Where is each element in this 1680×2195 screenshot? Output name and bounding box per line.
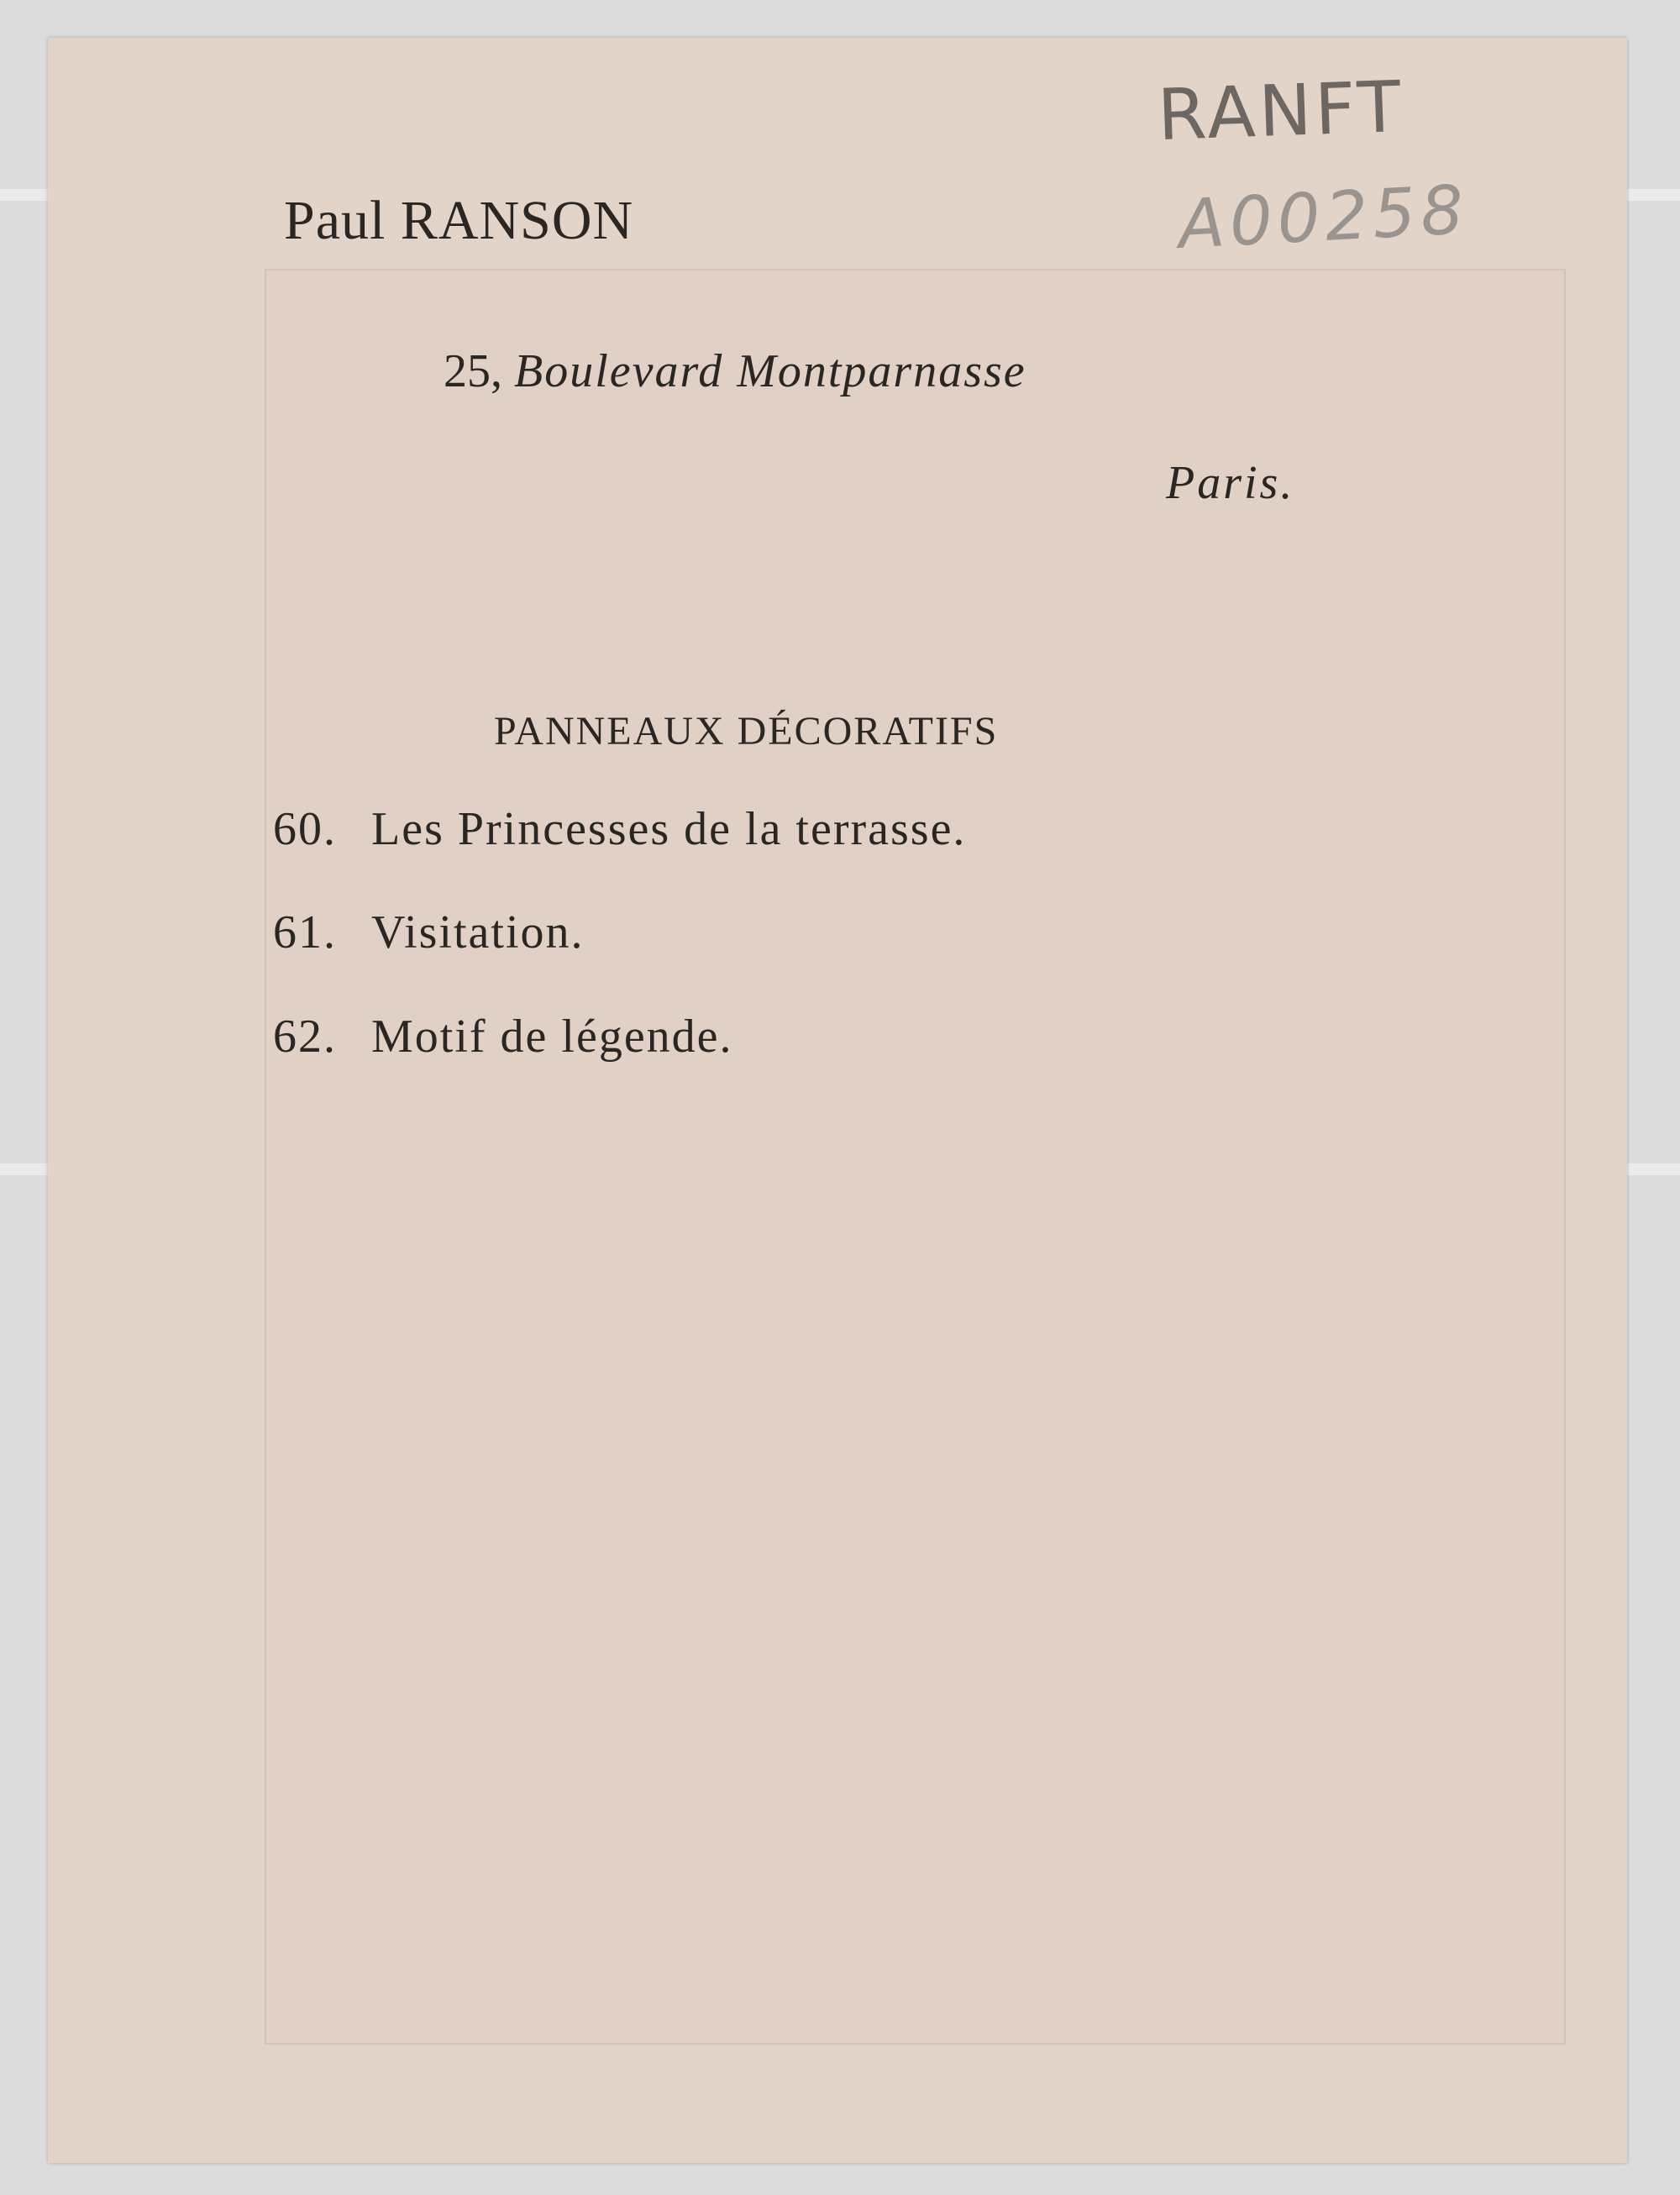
item-number: 62. [273,1011,337,1063]
artist-name: Paul RANSON [284,190,634,251]
artist-address [444,344,1026,398]
catalogue-item-61 [273,906,585,959]
item-title: Visitation. [371,906,585,958]
catalogue-item-60 [273,802,966,856]
item-title: Les Princesses de la terrasse. [371,803,967,855]
item-number: 60. [273,803,337,855]
show-through-frame [265,269,1566,2045]
handwritten-code-annotation: A00258 [1176,171,1471,264]
item-number: 61. [273,906,337,958]
handwritten-name-annotation: RANFT [1156,65,1406,157]
item-title: Motif de légende. [371,1011,733,1063]
catalogue-item-62 [273,1010,733,1063]
address-street: Boulevard Montparnasse [514,345,1026,397]
section-title: PANNEAUX DÉCORATIFS [494,709,999,754]
address-number: 25, [444,345,502,397]
artist-city: Paris. [1166,457,1295,509]
